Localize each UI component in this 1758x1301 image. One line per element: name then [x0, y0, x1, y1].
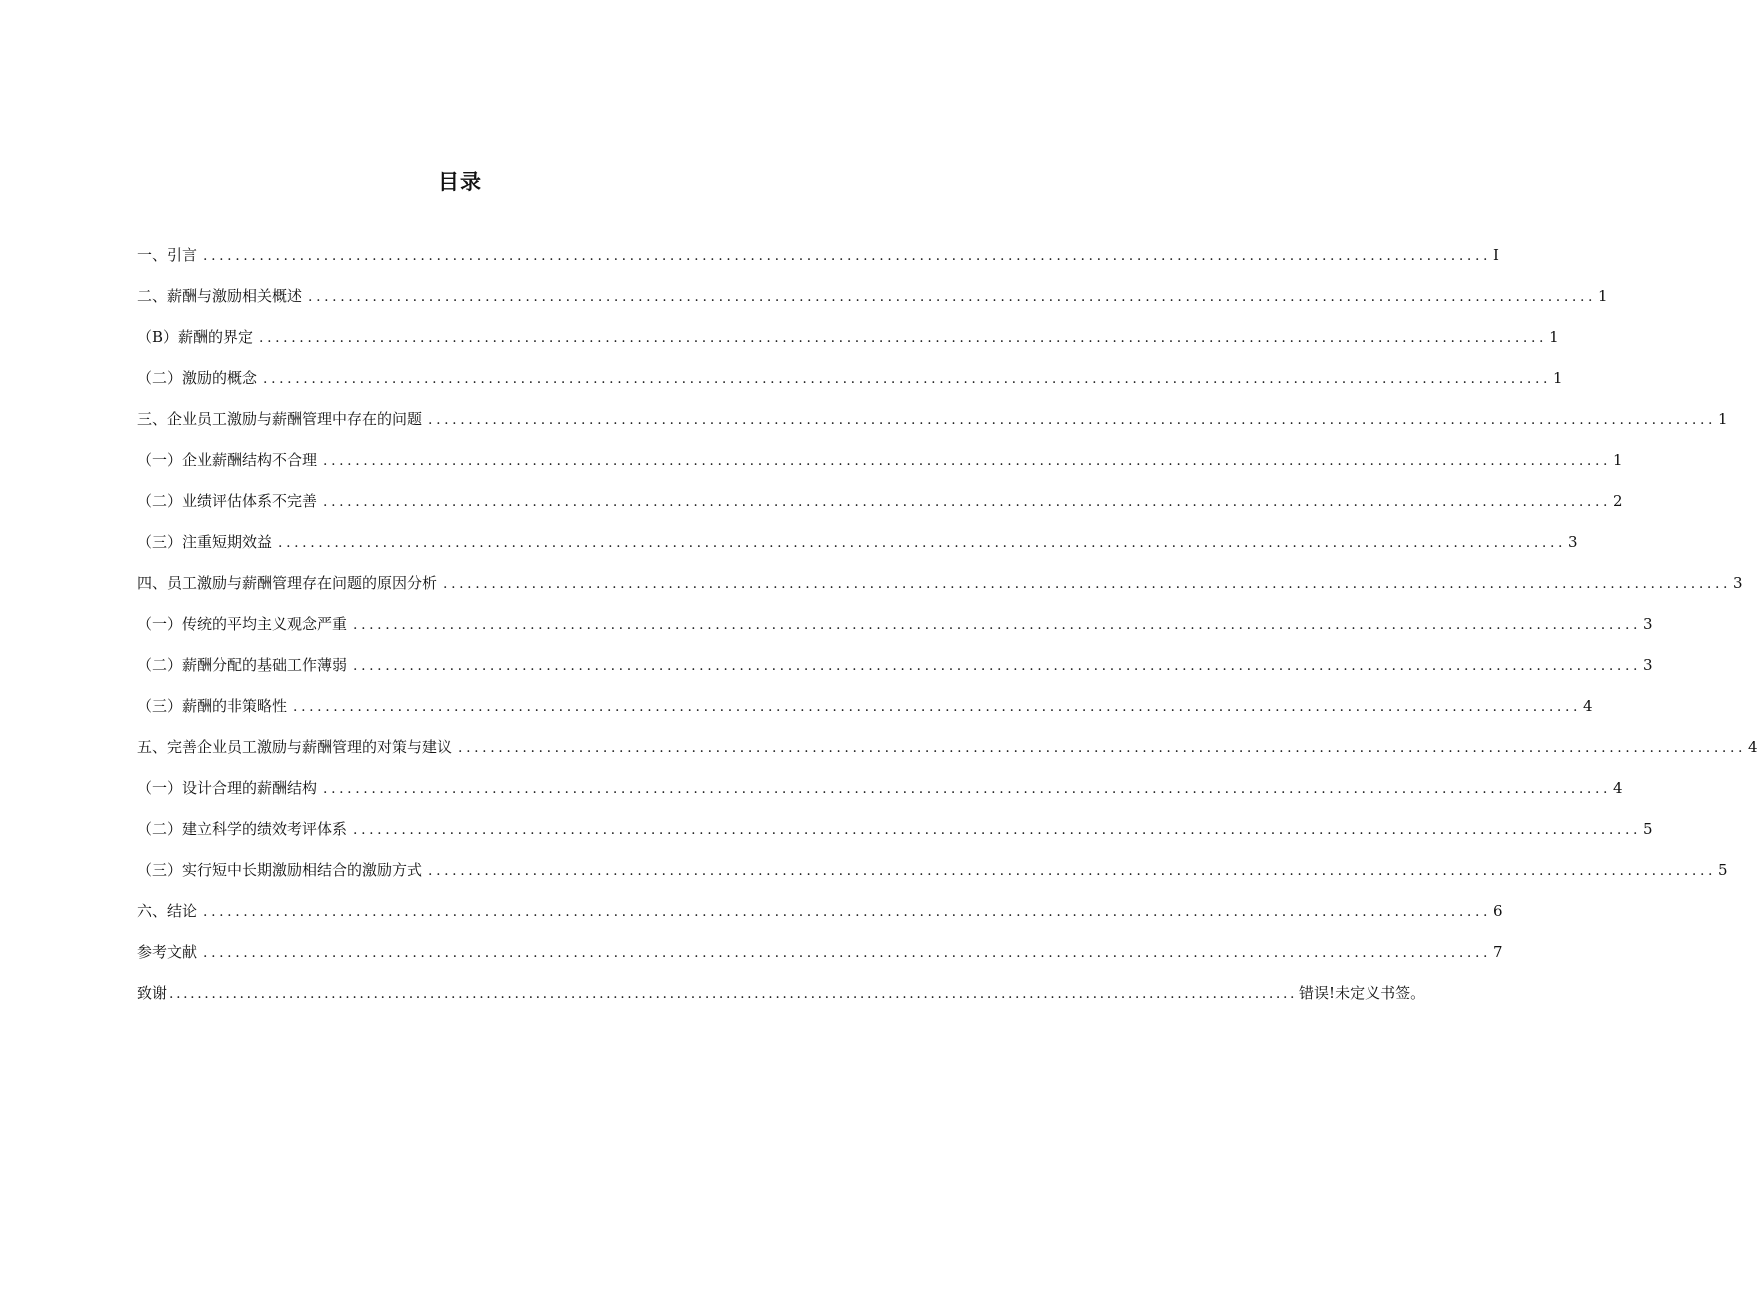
toc-entry[interactable] — [137, 527, 1578, 568]
dot-leader: ................................................................................................................................................................ — [323, 453, 1612, 469]
toc-entry-label: （二）薪酬分配的基础工作薄弱 — [137, 656, 348, 674]
dot-leader: ................................................................................................................................................................ — [428, 412, 1717, 428]
toc-entry-label: （一）企业薪酬结构不合理 — [137, 451, 318, 469]
dot-leader: ................................................................................................................................................................ — [323, 781, 1612, 797]
dot-leader: ................................................................................................................................................................ — [353, 658, 1642, 674]
dot-leader: ................................................................................................................................................................ — [259, 330, 1548, 346]
toc-entry-page: I — [1493, 246, 1499, 264]
dot-leader: ................................................................................................................................................................ — [428, 863, 1717, 879]
toc-entry-label: 致谢 — [137, 984, 168, 1002]
toc-entry-label: （三）实行短中长期激励相结合的激励方式 — [137, 861, 423, 879]
toc-entry[interactable] — [137, 240, 1499, 281]
toc-entry-label: （三）注重短期效益 — [137, 533, 273, 551]
toc-entry[interactable] — [137, 650, 1653, 691]
toc-entry-page: 1 — [1549, 328, 1559, 346]
dot-leader: ................................................................................................................................................................ — [353, 617, 1642, 633]
toc-entry[interactable] — [137, 281, 1608, 322]
toc-entry-label: 参考文献 — [137, 943, 198, 961]
toc-entry-label: 四、员工激励与薪酬管理存在问题的原因分析 — [137, 574, 438, 592]
table-of-contents — [137, 240, 1758, 1019]
dot-leader: ................................................................................................................................................................ — [169, 986, 1298, 1002]
toc-entry-page: 1 — [1598, 287, 1608, 305]
toc-entry-label: （一）设计合理的薪酬结构 — [137, 779, 318, 797]
toc-entry[interactable] — [137, 896, 1503, 937]
toc-entry-page: 6 — [1493, 902, 1503, 920]
toc-entry-label: （B）薪酬的界定 — [137, 328, 254, 346]
toc-entry-label: （二）建立科学的绩效考评体系 — [137, 820, 348, 838]
toc-entry-page: 1 — [1613, 451, 1623, 469]
toc-entry[interactable] — [137, 322, 1559, 363]
dot-leader: ................................................................................................................................................................ — [353, 822, 1642, 838]
dot-leader: ................................................................................................................................................................ — [458, 740, 1747, 756]
toc-entry-page: 1 — [1718, 410, 1728, 428]
toc-entry[interactable] — [137, 363, 1563, 404]
page-title: 目录 — [438, 170, 482, 194]
toc-entry-page: 3 — [1733, 574, 1743, 592]
toc-entry-label: 五、完善企业员工激励与薪酬管理的对策与建议 — [137, 738, 453, 756]
toc-entry-page: 4 — [1748, 738, 1758, 756]
toc-entry[interactable] — [137, 568, 1743, 609]
toc-entry-page: 3 — [1643, 615, 1653, 633]
toc-entry-label: 二、薪酬与激励相关概述 — [137, 287, 303, 305]
dot-leader: ................................................................................................................................................................ — [203, 248, 1492, 264]
toc-entry-page: 错误!未定义书签。 — [1299, 984, 1426, 1002]
dot-leader: ................................................................................................................................................................ — [263, 371, 1552, 387]
toc-entry-page: 1 — [1553, 369, 1563, 387]
toc-entry[interactable] — [137, 855, 1728, 896]
toc-entry-label: （二）业绩评估体系不完善 — [137, 492, 318, 510]
toc-entry[interactable] — [137, 445, 1623, 486]
toc-entry[interactable] — [137, 486, 1623, 527]
toc-entry-page: 5 — [1718, 861, 1728, 879]
toc-entry-page: 7 — [1493, 943, 1503, 961]
toc-entry[interactable] — [137, 732, 1758, 773]
toc-entry[interactable] — [137, 814, 1653, 855]
toc-entry-page: 3 — [1568, 533, 1578, 551]
dot-leader: ................................................................................................................................................................ — [203, 945, 1492, 961]
toc-entry-label: 六、结论 — [137, 902, 198, 920]
toc-entry-page: 3 — [1643, 656, 1653, 674]
dot-leader: ................................................................................................................................................................ — [323, 494, 1612, 510]
toc-entry[interactable] — [137, 978, 1426, 1019]
dot-leader: ................................................................................................................................................................ — [293, 699, 1582, 715]
dot-leader: ................................................................................................................................................................ — [308, 289, 1597, 305]
toc-entry[interactable] — [137, 937, 1503, 978]
dot-leader: ................................................................................................................................................................ — [443, 576, 1732, 592]
toc-entry-label: （二）激励的概念 — [137, 369, 258, 387]
toc-entry-label: （三）薪酬的非策略性 — [137, 697, 288, 715]
toc-entry[interactable] — [137, 404, 1728, 445]
toc-entry-page: 4 — [1583, 697, 1593, 715]
dot-leader: ................................................................................................................................................................ — [278, 535, 1567, 551]
toc-entry-label: （一）传统的平均主义观念严重 — [137, 615, 348, 633]
toc-entry-page: 4 — [1613, 779, 1623, 797]
toc-entry[interactable] — [137, 773, 1623, 814]
toc-entry[interactable] — [137, 691, 1593, 732]
toc-entry-label: 一、引言 — [137, 246, 198, 264]
toc-entry-page: 5 — [1643, 820, 1653, 838]
toc-entry[interactable] — [137, 609, 1653, 650]
dot-leader: ................................................................................................................................................................ — [203, 904, 1492, 920]
toc-entry-label: 三、企业员工激励与薪酬管理中存在的问题 — [137, 410, 423, 428]
toc-entry-page: 2 — [1613, 492, 1623, 510]
